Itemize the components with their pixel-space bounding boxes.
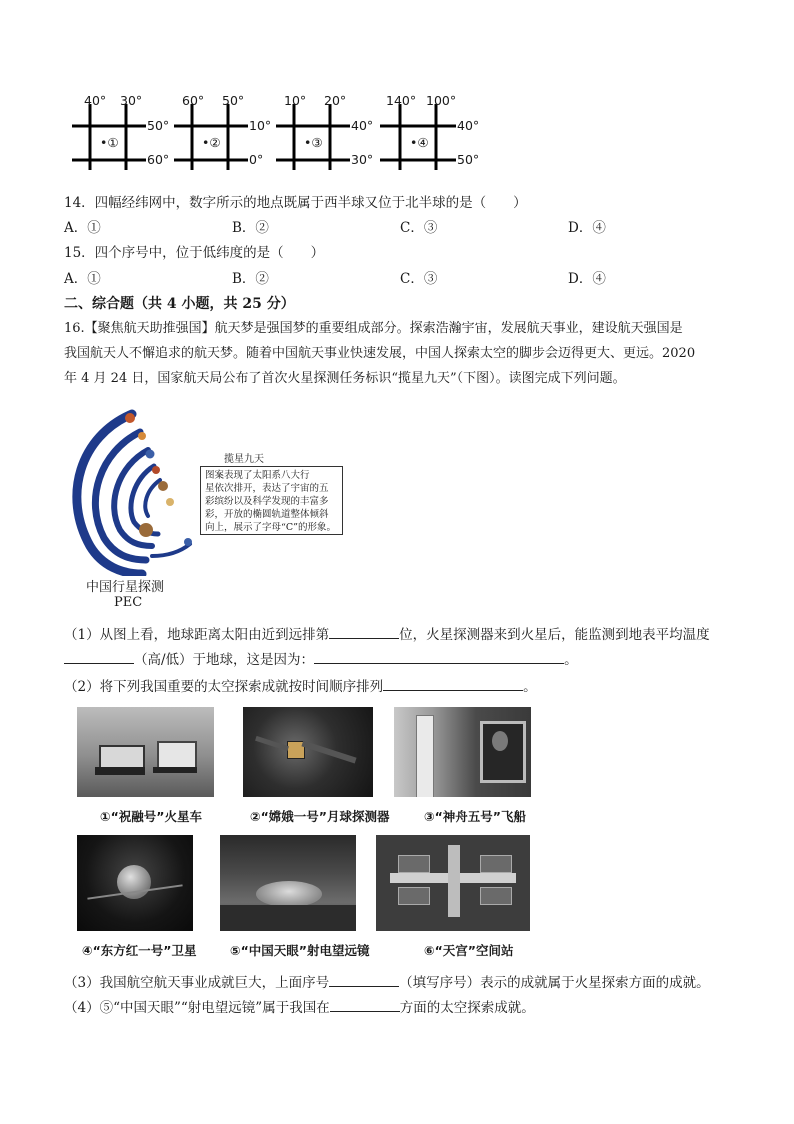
mission-logo-icon xyxy=(62,406,202,576)
lat-label-bottom: 30° xyxy=(351,152,374,167)
sub2-text-b: 。 xyxy=(523,679,537,695)
lat-label-top: 10° xyxy=(249,118,272,133)
logo-note-line: 星依次排开，表达了宇宙的五 xyxy=(205,483,329,494)
photo-caption-6: ⑥“天宫”空间站 xyxy=(424,943,514,958)
q16-line1: 16.【聚焦航天助推强国】航天梦是强国梦的重要组成部分。探索浩瀚宇宙，发展航天事业，建设航天强国是 xyxy=(64,321,683,336)
logo-note-line: 彩缤纷以及科学发现的丰富多 xyxy=(205,496,329,507)
logo-note-line: 图案表现了太阳系八大行 xyxy=(205,470,310,481)
point-marker: •④ xyxy=(410,135,429,150)
q15-option-c[interactable]: C．③ xyxy=(400,271,438,287)
logo-title: 揽星九天 xyxy=(224,454,264,465)
q15-option-d[interactable]: D．④ xyxy=(568,271,606,287)
latlon-grid-1 xyxy=(70,92,180,172)
q14-option-d[interactable]: D．④ xyxy=(568,220,606,236)
q15-stem: 15．四个序号中，位于低纬度的是（ ） xyxy=(64,245,325,261)
lat-label-top: 40° xyxy=(457,118,480,133)
logo-description-box xyxy=(200,466,343,535)
lon-label-right: 50° xyxy=(222,93,245,108)
sub1-text-c: （高/低）于地球，这是因为： xyxy=(134,652,315,668)
lon-label-right: 100° xyxy=(426,93,457,108)
q16-line2: 我国航天人不懈追求的航天梦。随着中国航天事业快速发展，中国人探索太空的脚步会迈得更大、更远。2020 xyxy=(64,346,696,361)
sub3-text-a: （3）我国航空航天事业成就巨大，上面序号 xyxy=(64,975,330,991)
lon-label-right: 20° xyxy=(324,93,347,108)
lon-label-left: 40° xyxy=(84,93,107,108)
logo-name-cn: 中国行星探测 xyxy=(86,580,165,595)
spacecraft-photo xyxy=(394,707,531,797)
photo-caption-1: ①“祝融号”火星车 xyxy=(100,809,203,824)
latlon-grid-4 xyxy=(378,92,488,172)
photo-caption-5: ⑤“中国天眼”射电望远镜 xyxy=(230,943,370,958)
sub3-text-b: （填写序号）表示的成就属于火星探索方面的成就。 xyxy=(399,975,710,991)
satellite-photo xyxy=(77,835,193,931)
q15-option-a[interactable]: A．① xyxy=(64,271,101,287)
section-heading: 二、综合题（共 4 小题，共 25 分） xyxy=(64,296,295,312)
sub1-line2 xyxy=(64,649,578,669)
sub1-text-b: 位，火星探测器来到火星后，能监测到地表平均温度 xyxy=(399,627,710,643)
q14-option-c[interactable]: C．③ xyxy=(400,220,438,236)
answer-blank-field[interactable] xyxy=(330,997,400,1012)
sub1-text-d: 。 xyxy=(564,652,578,668)
q14-option-b[interactable]: B．② xyxy=(232,220,269,236)
lat-label-top: 40° xyxy=(351,118,374,133)
photo-caption-4: ④“东方红一号”卫星 xyxy=(82,943,197,958)
lat-label-bottom: 50° xyxy=(457,152,480,167)
lat-label-bottom: 60° xyxy=(147,152,170,167)
point-marker: •② xyxy=(202,135,221,150)
lat-label-bottom: 0° xyxy=(249,152,264,167)
latlon-grid-2 xyxy=(172,92,282,172)
lat-label-top: 50° xyxy=(147,118,170,133)
mars-rover-photo xyxy=(77,707,214,797)
lon-label-right: 30° xyxy=(120,93,143,108)
q16-line3: 年 4 月 24 日，国家航天局公布了首次火星探测任务标识“揽星九天”（下图）。读图完成下列问题。 xyxy=(64,371,626,386)
sub3-line xyxy=(64,972,710,992)
photo-caption-3: ③“神舟五号”飞船 xyxy=(424,809,527,824)
answer-blank-mars[interactable] xyxy=(329,972,399,987)
point-marker: •③ xyxy=(304,135,323,150)
logo-note-line: 彩，开放的椭圆轨道整体倾斜 xyxy=(205,509,329,520)
q15-option-b[interactable]: B．② xyxy=(232,271,269,287)
answer-blank-reason[interactable] xyxy=(314,649,564,664)
space-station-photo xyxy=(376,835,530,931)
answer-blank-order[interactable] xyxy=(383,676,523,691)
sub4-line xyxy=(64,997,535,1017)
answer-blank-temp[interactable] xyxy=(64,649,134,664)
lon-label-left: 10° xyxy=(284,93,307,108)
logo-note-line: 向上，展示了字母“C”的形象。 xyxy=(205,522,336,533)
lon-label-left: 140° xyxy=(386,93,417,108)
photo-caption-2: ②“嫦娥一号”月球探测器 xyxy=(250,809,390,824)
logo-name-en: PEC xyxy=(114,595,143,610)
sub1-line1 xyxy=(64,624,710,644)
answer-blank-rank[interactable] xyxy=(329,624,399,639)
q14-option-a[interactable]: A．① xyxy=(64,220,101,236)
sub4-text-b: 方面的太空探索成就。 xyxy=(399,1000,535,1016)
radio-telescope-photo xyxy=(220,835,356,931)
sub2-line xyxy=(64,676,537,696)
sub4-text-a: （4）⑤“中国天眼”“射电望远镜”属于我国在 xyxy=(64,1000,330,1016)
latlon-grid-3 xyxy=(274,92,384,172)
mission-logo-figure xyxy=(62,406,362,616)
q14-stem: 14．四幅经纬网中，数字所示的地点既属于西半球又位于北半球的是（ ） xyxy=(64,195,527,211)
lon-label-left: 60° xyxy=(182,93,205,108)
lunar-probe-photo xyxy=(243,707,373,797)
sub1-text-a: （1）从图上看，地球距离太阳由近到远排第 xyxy=(64,627,330,643)
sub2-text-a: （2）将下列我国重要的太空探索成就按时间顺序排列 xyxy=(64,679,384,695)
point-marker: •① xyxy=(100,135,119,150)
